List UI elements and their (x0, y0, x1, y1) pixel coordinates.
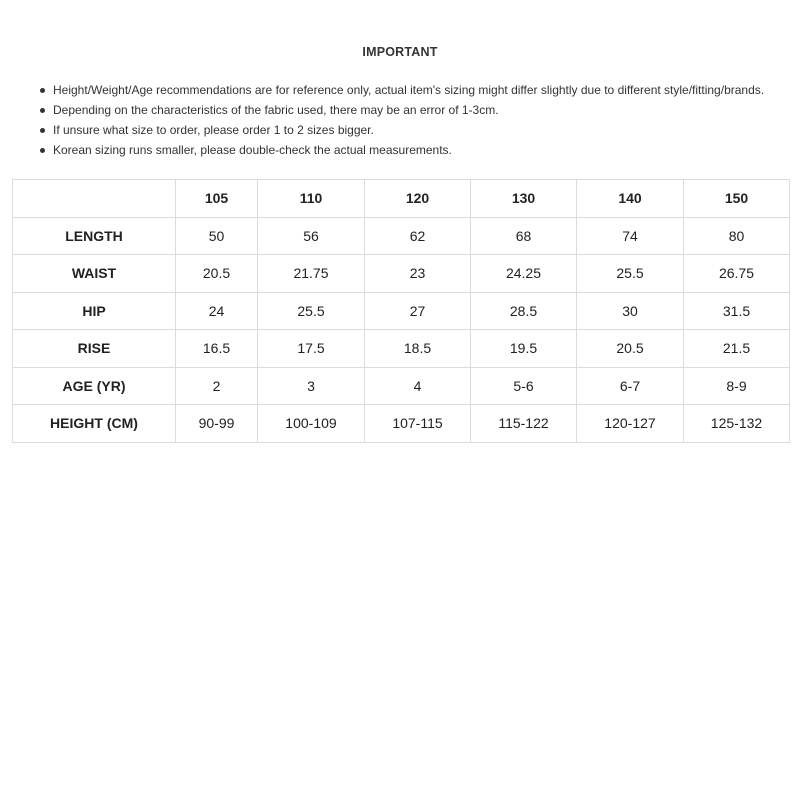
table-cell: 80 (684, 217, 790, 255)
notes-list (38, 80, 768, 160)
table-cell: 125-132 (684, 405, 790, 443)
size-header: 105 (176, 180, 258, 218)
table-cell: 4 (365, 367, 471, 405)
table-cell: 6-7 (577, 367, 684, 405)
table-cell: 27 (365, 292, 471, 330)
table-cell: 25.5 (258, 292, 365, 330)
table-cell: 8-9 (684, 367, 790, 405)
table-cell: 90-99 (176, 405, 258, 443)
table-cell: 5-6 (471, 367, 577, 405)
table-corner-cell (13, 180, 176, 218)
table-row (13, 255, 790, 293)
row-label: RISE (13, 330, 176, 368)
row-label: LENGTH (13, 217, 176, 255)
table-cell: 2 (176, 367, 258, 405)
note-item: If unsure what size to order, please order 1 to 2 sizes bigger. (38, 120, 768, 140)
row-label: HIP (13, 292, 176, 330)
table-cell: 26.75 (684, 255, 790, 293)
table-cell: 23 (365, 255, 471, 293)
table-row (13, 405, 790, 443)
table-cell: 20.5 (577, 330, 684, 368)
table-cell: 18.5 (365, 330, 471, 368)
table-cell: 21.75 (258, 255, 365, 293)
table-header-row (13, 180, 790, 218)
table-cell: 21.5 (684, 330, 790, 368)
note-item: Height/Weight/Age recommendations are for reference only, actual item's sizing might differ slightly due to different style/fitting/brands. (38, 80, 768, 100)
table-cell: 17.5 (258, 330, 365, 368)
table-row (13, 292, 790, 330)
table-cell: 62 (365, 217, 471, 255)
table-cell: 115-122 (471, 405, 577, 443)
size-header: 110 (258, 180, 365, 218)
table-cell: 28.5 (471, 292, 577, 330)
table-cell: 31.5 (684, 292, 790, 330)
table-cell: 16.5 (176, 330, 258, 368)
note-item: Depending on the characteristics of the fabric used, there may be an error of 1-3cm. (38, 100, 768, 120)
table-cell: 107-115 (365, 405, 471, 443)
row-label: AGE (YR) (13, 367, 176, 405)
page-title: IMPORTANT (362, 45, 438, 59)
table-row (13, 217, 790, 255)
table-cell: 20.5 (176, 255, 258, 293)
table-cell: 30 (577, 292, 684, 330)
table-cell: 24.25 (471, 255, 577, 293)
table-cell: 3 (258, 367, 365, 405)
table-cell: 120-127 (577, 405, 684, 443)
table-cell: 68 (471, 217, 577, 255)
table-row (13, 330, 790, 368)
table-cell: 24 (176, 292, 258, 330)
table-cell: 19.5 (471, 330, 577, 368)
size-chart-table (12, 179, 790, 443)
note-item: Korean sizing runs smaller, please double-check the actual measurements. (38, 140, 768, 160)
table-cell: 56 (258, 217, 365, 255)
table-cell: 74 (577, 217, 684, 255)
table-cell: 50 (176, 217, 258, 255)
row-label: HEIGHT (CM) (13, 405, 176, 443)
table-cell: 100-109 (258, 405, 365, 443)
size-header: 120 (365, 180, 471, 218)
size-header: 140 (577, 180, 684, 218)
table-row (13, 367, 790, 405)
table-cell: 25.5 (577, 255, 684, 293)
size-header: 150 (684, 180, 790, 218)
row-label: WAIST (13, 255, 176, 293)
size-header: 130 (471, 180, 577, 218)
